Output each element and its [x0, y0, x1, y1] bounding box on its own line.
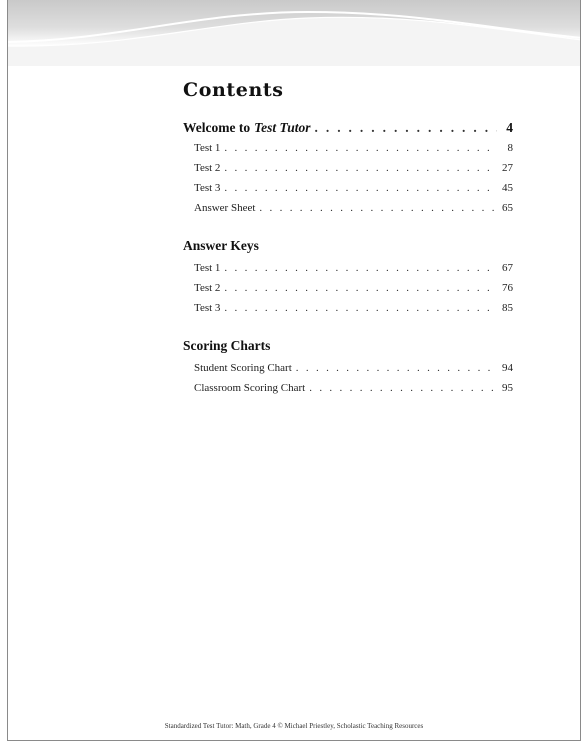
dot-leader	[224, 158, 497, 178]
page-number: 45	[502, 182, 513, 194]
entry-label: Classroom Scoring Chart	[194, 382, 306, 394]
toc-entry[interactable]	[183, 378, 513, 398]
entry-label: Test 1	[194, 142, 221, 154]
dot-leader	[224, 138, 497, 158]
dot-leader	[224, 298, 497, 318]
heading-prefix: Welcome to	[183, 120, 251, 135]
page-footer: Standardized Test Tutor: Math, Grade 4 © Michael Priestley, Scholastic Teaching Resources	[164, 722, 424, 730]
toc-section-answer-keys	[183, 236, 513, 318]
page-number: 76	[502, 282, 513, 294]
dot-leader	[296, 358, 497, 378]
entry-label: Answer Sheet	[194, 202, 256, 214]
toc-entry[interactable]	[183, 298, 513, 318]
toc-heading-welcome[interactable]	[183, 118, 513, 138]
entry-label: Test 1	[194, 262, 221, 274]
entry-label: Test 3	[194, 182, 221, 194]
page-number: 4	[506, 120, 513, 135]
toc-entry[interactable]	[183, 138, 513, 158]
page-number: 67	[502, 262, 513, 274]
dot-leader	[224, 258, 497, 278]
toc-entry[interactable]	[183, 278, 513, 298]
toc-heading-answer-keys: Answer Keys	[183, 238, 259, 253]
entry-label: Test 2	[194, 282, 221, 294]
heading-italic-title: Test Tutor	[254, 120, 311, 135]
entry-label: Test 3	[194, 302, 221, 314]
toc-entry[interactable]	[183, 178, 513, 198]
dot-leader	[224, 278, 497, 298]
decorative-header-wave	[8, 0, 581, 66]
toc-entry[interactable]	[183, 198, 513, 218]
page-number: 95	[502, 382, 513, 394]
dot-leader	[259, 198, 497, 218]
toc-section-scoring-charts	[183, 336, 513, 398]
page-number: 27	[502, 162, 513, 174]
dot-leader	[224, 178, 497, 198]
entry-label: Student Scoring Chart	[194, 362, 292, 374]
toc-entry[interactable]	[183, 358, 513, 378]
table-of-contents	[183, 78, 513, 416]
entry-label: Test 2	[194, 162, 221, 174]
page-number: 65	[502, 202, 513, 214]
dot-leader	[309, 378, 497, 398]
toc-entry[interactable]	[183, 158, 513, 178]
page-title: Contents	[183, 79, 284, 101]
page-number: 94	[502, 362, 513, 374]
dot-leader	[315, 118, 498, 138]
page-number: 85	[502, 302, 513, 314]
page-number: 8	[507, 142, 513, 154]
document-page	[7, 0, 581, 741]
toc-entry[interactable]	[183, 258, 513, 278]
toc-section-welcome	[183, 118, 513, 218]
toc-heading-scoring-charts: Scoring Charts	[183, 338, 271, 353]
